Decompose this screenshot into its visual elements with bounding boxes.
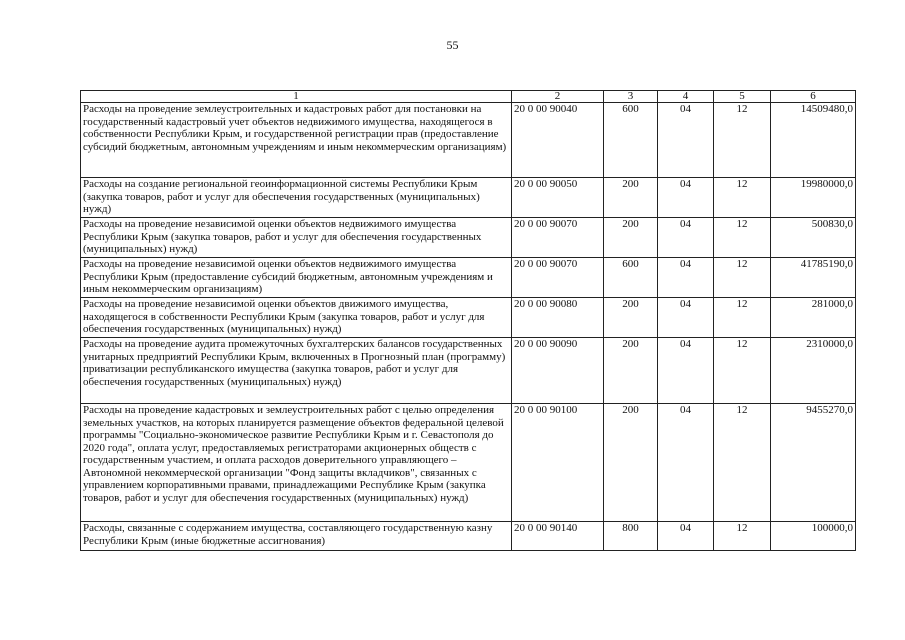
amount-value: 2310000,0 bbox=[771, 338, 856, 404]
amount-value: 9455270,0 bbox=[771, 404, 856, 522]
expense-description: Расходы на создание региональной геоинформационной системы Республики Крым (закупка товаров, работ и услуг для обеспечения государственных (муниципальных) нужд) bbox=[81, 178, 512, 218]
expense-description: Расходы, связанные с содержанием имущества, составляющего государственную казну Республики Крым (иные бюджетные ассигнования) bbox=[81, 522, 512, 551]
header-cell-5: 5 bbox=[714, 91, 771, 103]
expense-type-code: 200 bbox=[604, 298, 658, 338]
expense-type-code: 600 bbox=[604, 258, 658, 298]
expense-type-code: 200 bbox=[604, 218, 658, 258]
section-code: 04 bbox=[658, 338, 714, 404]
header-cell-2: 2 bbox=[512, 91, 604, 103]
section-code: 04 bbox=[658, 258, 714, 298]
header-cell-6: 6 bbox=[771, 91, 856, 103]
subsection-code: 12 bbox=[714, 103, 771, 178]
table-row bbox=[81, 258, 856, 298]
section-code: 04 bbox=[658, 103, 714, 178]
expense-description: Расходы на проведение независимой оценки объектов недвижимого имущества Республики Крым (закупка товаров, работ и услуг для обеспечения государственных (муниципальных) нужд) bbox=[81, 218, 512, 258]
target-article-code: 20 0 00 90070 bbox=[512, 218, 604, 258]
expense-type-code: 600 bbox=[604, 103, 658, 178]
expense-description: Расходы на проведение землеустроительных и кадастровых работ для постановки на государственный кадастровый учет объектов недвижимого имущества, находящегося в собственности Республики Крым, и государственной регистрации прав (предоставление субсидий бюджетным, автономным учреждениям и иным некоммерческим организациям) bbox=[81, 103, 512, 178]
target-article-code: 20 0 00 90070 bbox=[512, 258, 604, 298]
section-code: 04 bbox=[658, 298, 714, 338]
table-header-row bbox=[81, 91, 856, 103]
target-article-code: 20 0 00 90050 bbox=[512, 178, 604, 218]
expense-description: Расходы на проведение аудита промежуточных бухгалтерских балансов государственных унитарных предприятий Республики Крым, включенных в Прогнозный план (программу) приватизации республиканского имущества (закупка товаров, работ и услуг для обеспечения государственных (муниципальных) нужд) bbox=[81, 338, 512, 404]
subsection-code: 12 bbox=[714, 178, 771, 218]
target-article-code: 20 0 00 90100 bbox=[512, 404, 604, 522]
expense-type-code: 800 bbox=[604, 522, 658, 551]
section-code: 04 bbox=[658, 178, 714, 218]
expense-description: Расходы на проведение независимой оценки объектов недвижимого имущества Республики Крым (предоставление субсидий бюджетным, автономным учреждениям и иным некоммерческим организациям) bbox=[81, 258, 512, 298]
table-row bbox=[81, 338, 856, 404]
target-article-code: 20 0 00 90080 bbox=[512, 298, 604, 338]
section-code: 04 bbox=[658, 218, 714, 258]
subsection-code: 12 bbox=[714, 404, 771, 522]
budget-table bbox=[80, 90, 856, 551]
header-cell-3: 3 bbox=[604, 91, 658, 103]
target-article-code: 20 0 00 90090 bbox=[512, 338, 604, 404]
target-article-code: 20 0 00 90040 bbox=[512, 103, 604, 178]
expense-type-code: 200 bbox=[604, 338, 658, 404]
amount-value: 100000,0 bbox=[771, 522, 856, 551]
subsection-code: 12 bbox=[714, 338, 771, 404]
subsection-code: 12 bbox=[714, 298, 771, 338]
table-row bbox=[81, 404, 856, 522]
table-row bbox=[81, 218, 856, 258]
subsection-code: 12 bbox=[714, 258, 771, 298]
table-row bbox=[81, 298, 856, 338]
amount-value: 19980000,0 bbox=[771, 178, 856, 218]
subsection-code: 12 bbox=[714, 218, 771, 258]
header-cell-4: 4 bbox=[658, 91, 714, 103]
table-row bbox=[81, 522, 856, 551]
expense-description: Расходы на проведение кадастровых и землеустроительных работ с целью определения земельных участков, на которых планируется размещение объектов федеральной целевой программы "Социально-экономическое развитие Республики Крым и г. Севастополя до 2020 года", оплата услуг, предоставляемых регистраторами акционерных обществ с государственным участием, и оплата расходов доверительного управляющего – Автономной некоммерческой организации "Фонд защиты вкладчиков", связанных с управлением корпоративными правами, принадлежащими Республике Крым (закупка товаров, работ и услуг для обеспечения государственных (муниципальных) нужд) bbox=[81, 404, 512, 522]
header-cell-1: 1 bbox=[81, 91, 512, 103]
target-article-code: 20 0 00 90140 bbox=[512, 522, 604, 551]
amount-value: 41785190,0 bbox=[771, 258, 856, 298]
expense-type-code: 200 bbox=[604, 178, 658, 218]
amount-value: 14509480,0 bbox=[771, 103, 856, 178]
amount-value: 281000,0 bbox=[771, 298, 856, 338]
page-number: 55 bbox=[446, 38, 459, 52]
expense-type-code: 200 bbox=[604, 404, 658, 522]
amount-value: 500830,0 bbox=[771, 218, 856, 258]
expense-description: Расходы на проведение независимой оценки объектов движимого имущества, находящегося в собственности Республики Крым (закупка товаров, работ и услуг для обеспечения государственных (муниципальных) нужд) bbox=[81, 298, 512, 338]
table-row bbox=[81, 178, 856, 218]
section-code: 04 bbox=[658, 404, 714, 522]
table-row bbox=[81, 103, 856, 178]
section-code: 04 bbox=[658, 522, 714, 551]
subsection-code: 12 bbox=[714, 522, 771, 551]
